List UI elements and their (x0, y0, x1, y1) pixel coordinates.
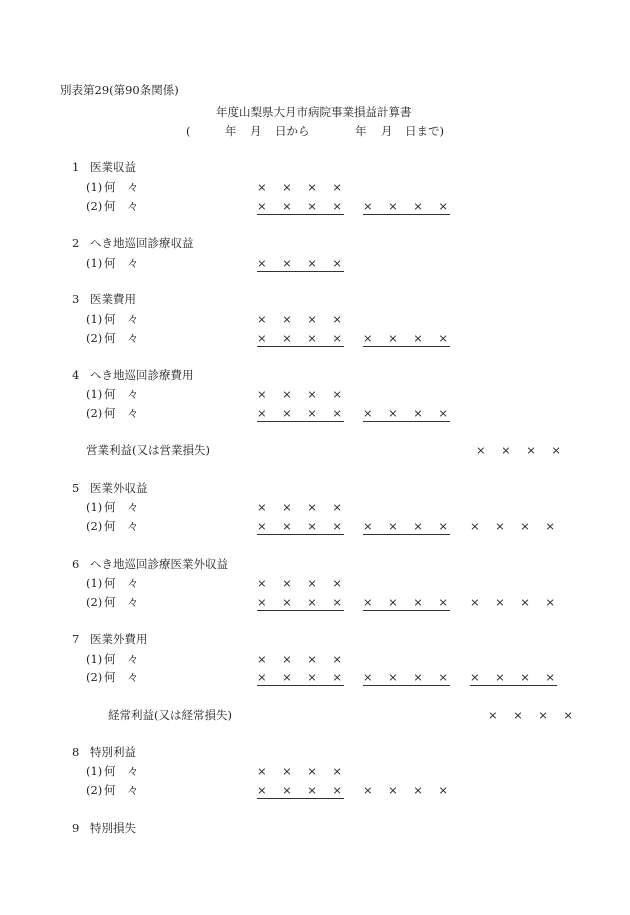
item-number: (1) (86, 500, 103, 514)
item-label: 何 々 (104, 500, 139, 514)
amount-mark-underlined: × × × × (257, 199, 345, 213)
amount-mark-underlined: × × × × (363, 331, 451, 345)
section-number: 5 (72, 481, 80, 495)
period-to-month: 月 (381, 124, 393, 138)
section-number: 6 (72, 557, 80, 571)
amount-mark-underlined: × × × × (257, 670, 345, 684)
item-number: (2) (86, 406, 103, 420)
amount-mark: × × × × (363, 783, 451, 797)
section-title: 医業外費用 (90, 632, 148, 646)
section-number: 2 (72, 236, 80, 250)
period-from-year: 年 (225, 124, 237, 138)
item-label: 何 々 (104, 312, 139, 326)
amount-mark-underlined: × × × × (363, 670, 451, 684)
section-number: 8 (72, 745, 80, 759)
item-label: 何 々 (104, 670, 139, 684)
item-number: (1) (86, 180, 103, 194)
amount-mark: × × × × (257, 576, 345, 590)
section-number: 7 (72, 632, 80, 646)
period-from-month: 月 (250, 124, 262, 138)
item-label: 何 々 (104, 764, 139, 778)
section-title: 特別利益 (90, 745, 136, 759)
item-number: (2) (86, 519, 103, 533)
item-label: 何 々 (104, 199, 139, 213)
section-title: へき地巡回診療収益 (90, 236, 194, 250)
section-title: へき地巡回診療費用 (90, 368, 194, 382)
item-label: 何 々 (104, 783, 139, 797)
operating-profit-label: 営業利益(又は営業損失) (86, 443, 210, 457)
amount-mark: × × × × (476, 443, 564, 457)
section-title: 医業費用 (90, 292, 136, 306)
item-label: 何 々 (104, 576, 139, 590)
section-number: 9 (72, 821, 80, 835)
amount-mark: × × × × (470, 595, 558, 609)
amount-mark: × × × × (257, 500, 345, 514)
item-number: (2) (86, 199, 103, 213)
item-label: 何 々 (104, 519, 139, 533)
item-number: (2) (86, 595, 103, 609)
amount-mark: × × × × (257, 652, 345, 666)
section-title: へき地巡回診療医業外収益 (90, 557, 228, 571)
period-to-day: 日まで) (405, 124, 444, 138)
item-number: (1) (86, 576, 103, 590)
amount-mark: × × × × (488, 708, 576, 722)
amount-mark: × × × × (257, 764, 345, 778)
ordinary-profit-label: 経常利益(又は経常損失) (108, 708, 232, 722)
item-label: 何 々 (104, 406, 139, 420)
section-title: 医業外収益 (90, 481, 148, 495)
item-label: 何 々 (104, 595, 139, 609)
item-label: 何 々 (104, 387, 139, 401)
amount-mark-underlined: × × × × (363, 199, 451, 213)
period-to-year: 年 (355, 124, 367, 138)
table-reference: 別表第29(第90条関係) (60, 83, 179, 97)
section-number: 4 (72, 368, 80, 382)
item-number: (2) (86, 783, 103, 797)
section-number: 3 (72, 292, 80, 306)
item-label: 何 々 (104, 256, 139, 270)
amount-mark-underlined: × × × × (257, 519, 345, 533)
amount-mark-underlined: × × × × (257, 406, 345, 420)
item-label: 何 々 (104, 652, 139, 666)
item-number: (1) (86, 256, 103, 270)
amount-mark: × × × × (257, 180, 345, 194)
amount-mark-underlined: × × × × (363, 519, 451, 533)
document-title: 年度山梨県大月市病院事業損益計算書 (216, 105, 412, 119)
amount-mark-underlined: × × × × (363, 595, 451, 609)
item-number: (1) (86, 312, 103, 326)
amount-mark: × × × × (470, 519, 558, 533)
amount-mark-underlined: × × × × (363, 406, 451, 420)
section-title: 医業収益 (90, 160, 136, 174)
amount-mark-underlined: × × × × (257, 595, 345, 609)
amount-mark: × × × × (257, 387, 345, 401)
item-number: (1) (86, 387, 103, 401)
item-label: 何 々 (104, 331, 139, 345)
section-title: 特別損失 (90, 821, 136, 835)
period-open-paren: ( (186, 124, 191, 138)
item-number: (2) (86, 331, 103, 345)
amount-mark-underlined: × × × × (257, 256, 345, 270)
item-number: (1) (86, 652, 103, 666)
amount-mark-underlined: × × × × (470, 670, 558, 684)
section-number: 1 (72, 160, 80, 174)
item-number: (2) (86, 670, 103, 684)
period-from-day: 日から (275, 124, 310, 138)
amount-mark-underlined: × × × × (257, 331, 345, 345)
item-label: 何 々 (104, 180, 139, 194)
item-number: (1) (86, 764, 103, 778)
amount-mark: × × × × (257, 312, 345, 326)
amount-mark-underlined: × × × × (257, 783, 345, 797)
